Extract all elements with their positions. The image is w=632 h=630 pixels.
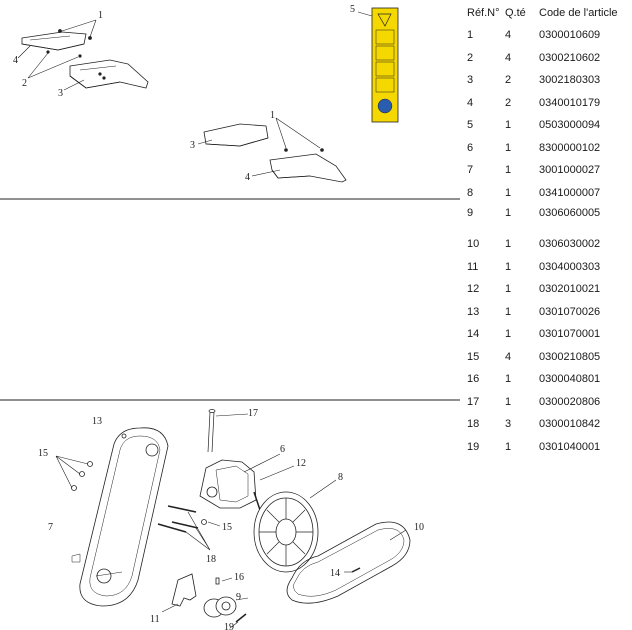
- cell-code: 0300210805: [539, 350, 601, 363]
- callout-4: 4: [13, 55, 18, 66]
- cell-ref: 5: [467, 119, 474, 132]
- cell-ref: 3: [467, 74, 474, 87]
- cell-ref: 9: [467, 207, 474, 219]
- cell-code: 0340010179: [539, 96, 601, 109]
- cell-ref: 11: [467, 260, 479, 273]
- cell-qty: 2: [505, 96, 512, 109]
- callout-16: 16: [234, 572, 244, 583]
- cell-qty: 4: [505, 350, 512, 363]
- table-row: [462, 114, 630, 137]
- blade-assembly-left: [18, 20, 148, 90]
- callout-1b: 1: [270, 110, 275, 121]
- cell-ref: 2: [467, 51, 474, 64]
- callout-17: 17: [248, 408, 258, 419]
- cell-ref: 6: [467, 141, 474, 154]
- table-row: [462, 69, 630, 92]
- cell-ref: 10: [467, 238, 480, 251]
- cell-code: 0300040801: [539, 373, 601, 386]
- callout-8: 8: [338, 472, 343, 483]
- header-code: Code de l'article: [539, 7, 618, 19]
- table-row: [462, 301, 630, 324]
- header-ref: Réf.N°: [467, 7, 500, 19]
- cell-ref: 19: [467, 440, 480, 453]
- cell-qty: 1: [505, 186, 512, 199]
- cell-qty: 1: [505, 238, 512, 251]
- header-qty: Q.té: [505, 7, 526, 19]
- table-row: [462, 24, 630, 47]
- table-row: [462, 436, 630, 459]
- table-body: [462, 24, 630, 458]
- cell-qty: 4: [505, 51, 512, 64]
- table-header: [462, 2, 630, 24]
- cell-code: 0300020806: [539, 395, 601, 408]
- table-row: [462, 391, 630, 414]
- table-row: [462, 323, 630, 346]
- callout-3b: 3: [190, 140, 195, 151]
- cell-qty: 1: [505, 283, 512, 296]
- cell-code: 0306060005: [539, 207, 601, 219]
- cell-code: 3001000027: [539, 164, 601, 177]
- cell-code: 0302010021: [539, 283, 601, 296]
- table-row: [462, 137, 630, 160]
- callout-18: 18: [206, 554, 216, 565]
- callout-11: 11: [150, 614, 160, 625]
- cell-code: 0300210602: [539, 51, 601, 64]
- cell-code: 0300010842: [539, 418, 601, 431]
- table-row: [462, 233, 630, 256]
- parts-list-table: [462, 2, 630, 458]
- cell-qty: 1: [505, 305, 512, 318]
- table-row: [462, 204, 630, 233]
- cell-ref: 14: [467, 328, 480, 341]
- callout-15b: 15: [222, 522, 232, 533]
- table-row: [462, 92, 630, 115]
- callout-12: 12: [296, 458, 306, 469]
- cell-ref: 13: [467, 305, 480, 318]
- callout-3: 3: [58, 88, 63, 99]
- callout-19: 19: [224, 622, 234, 630]
- callout-14: 14: [330, 568, 340, 579]
- callout-13: 13: [92, 416, 102, 427]
- callout-9: 9: [236, 592, 241, 603]
- callout-10: 10: [414, 522, 424, 533]
- cell-code: 0304000303: [539, 260, 601, 273]
- cell-ref: 17: [467, 395, 480, 408]
- cell-qty: 1: [505, 440, 512, 453]
- callout-1: 1: [98, 10, 103, 21]
- callout-2: 2: [22, 78, 27, 89]
- cell-qty: 4: [505, 29, 512, 42]
- cell-qty: 1: [505, 207, 512, 219]
- cell-qty: 1: [505, 119, 512, 132]
- cell-code: 3002180303: [539, 74, 601, 87]
- cell-ref: 4: [467, 96, 474, 109]
- cell-code: 0341000007: [539, 186, 601, 199]
- cell-code: 8300000102: [539, 141, 601, 154]
- callout-5: 5: [350, 4, 355, 15]
- cell-ref: 16: [467, 373, 480, 386]
- cell-code: 0300010609: [539, 29, 601, 42]
- cell-ref: 1: [467, 29, 474, 42]
- table-row: [462, 413, 630, 436]
- table-row: [462, 346, 630, 369]
- cell-code: 0301070026: [539, 305, 601, 318]
- cell-ref: 18: [467, 418, 480, 431]
- cell-ref: 12: [467, 283, 480, 296]
- cell-ref: 15: [467, 350, 480, 363]
- transmission-assembly: [56, 410, 410, 629]
- table-row: [462, 278, 630, 301]
- cell-ref: 7: [467, 164, 474, 177]
- callout-6: 6: [280, 444, 285, 455]
- cell-qty: 1: [505, 141, 512, 154]
- cell-qty: 1: [505, 395, 512, 408]
- cell-qty: 3: [505, 418, 512, 431]
- table-row: [462, 47, 630, 70]
- cell-qty: 1: [505, 260, 512, 273]
- cell-qty: 1: [505, 373, 512, 386]
- callout-15: 15: [38, 448, 48, 459]
- cell-code: 0301040001: [539, 440, 601, 453]
- blade-assembly-right: [198, 118, 346, 182]
- cell-qty: 2: [505, 74, 512, 87]
- cell-code: 0503000094: [539, 119, 601, 132]
- cell-ref: 8: [467, 186, 474, 199]
- table-row: [462, 368, 630, 391]
- callout-4b: 4: [245, 172, 250, 183]
- callout-7: 7: [48, 522, 53, 533]
- table-row: [462, 159, 630, 182]
- cell-qty: 1: [505, 328, 512, 341]
- warning-label-sticker: [358, 8, 398, 122]
- table-row: [462, 182, 630, 205]
- cell-qty: 1: [505, 164, 512, 177]
- cell-code: 0306030002: [539, 238, 601, 251]
- table-row: [462, 256, 630, 279]
- cell-code: 0301070001: [539, 328, 601, 341]
